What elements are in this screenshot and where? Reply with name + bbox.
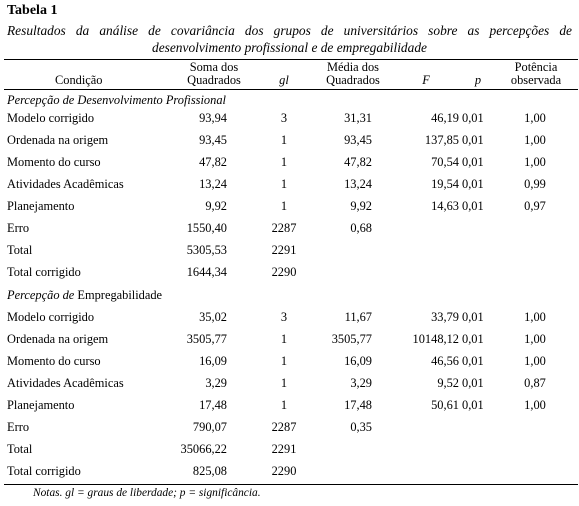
table-row xyxy=(0,354,579,376)
section-label-italic: Percepção de xyxy=(7,288,75,302)
cell-condicao: Modelo corrigido xyxy=(7,310,95,324)
cell-condicao: Ordenada na origem xyxy=(7,332,109,346)
cell-soma: 9,92 xyxy=(205,199,227,213)
cell-media: 0,35 xyxy=(350,420,372,434)
cell-potencia: 1,00 xyxy=(524,332,546,346)
cell-media: 11,67 xyxy=(344,310,372,324)
cell-p: 0,01 xyxy=(462,111,484,125)
cell-potencia: 1,00 xyxy=(524,354,546,368)
table-note: Notas. gl = graus de liberdade; p = significância. xyxy=(33,487,261,499)
table-row xyxy=(0,310,579,332)
cell-soma: 825,08 xyxy=(192,464,227,478)
top-rule xyxy=(4,59,578,60)
section-label-plain: Empregabilidade xyxy=(74,288,163,302)
cell-gl: 1 xyxy=(280,398,288,412)
cell-gl: 1 xyxy=(280,177,288,191)
cell-soma: 93,45 xyxy=(199,133,227,147)
cell-p: 0,01 xyxy=(462,398,484,412)
table-row xyxy=(0,155,579,177)
cell-soma: 1550,40 xyxy=(186,221,227,235)
header-soma-line1: Soma dos xyxy=(189,60,239,74)
cell-condicao: Planejamento xyxy=(7,398,75,412)
cell-media: 31,31 xyxy=(344,111,372,125)
cell-soma: 35,02 xyxy=(199,310,227,324)
cell-soma: 1644,34 xyxy=(186,265,227,279)
cell-gl: 3 xyxy=(280,310,288,324)
table-row xyxy=(0,221,579,243)
cell-media: 9,92 xyxy=(350,199,372,213)
cell-condicao: Total corrigido xyxy=(7,464,81,478)
table-row xyxy=(0,243,579,265)
cell-potencia: 1,00 xyxy=(524,133,546,147)
cell-soma: 790,07 xyxy=(192,420,227,434)
cell-potencia: 1,00 xyxy=(524,310,546,324)
cell-potencia: 0,99 xyxy=(524,177,546,191)
cell-media: 0,68 xyxy=(350,221,372,235)
cell-potencia: 1,00 xyxy=(524,398,546,412)
cell-condicao: Atividades Acadêmicas xyxy=(7,177,124,191)
header-media xyxy=(317,61,389,87)
table-title: Tabela 1 xyxy=(7,3,58,18)
header-potencia-line2: observada xyxy=(510,73,562,87)
header-soma-line2: Quadrados xyxy=(187,73,241,87)
cell-condicao: Erro xyxy=(7,221,30,235)
header-rule xyxy=(4,89,578,90)
cell-gl: 2290 xyxy=(271,265,297,279)
cell-p: 0,01 xyxy=(462,310,484,324)
cell-f: 70,54 xyxy=(431,155,459,169)
header-potencia-line1: Potência xyxy=(514,60,558,74)
table-row xyxy=(0,199,579,221)
cell-gl: 1 xyxy=(280,332,288,346)
cell-gl: 1 xyxy=(280,199,288,213)
cell-condicao: Momento do curso xyxy=(7,155,101,169)
cell-condicao: Modelo corrigido xyxy=(7,111,95,125)
cell-gl: 2287 xyxy=(271,221,297,235)
cell-p: 0,01 xyxy=(462,133,484,147)
table-row xyxy=(0,464,579,486)
cell-f: 33,79 xyxy=(431,310,459,324)
cell-gl: 1 xyxy=(280,155,288,169)
cell-condicao: Total xyxy=(7,442,33,456)
cell-gl: 3 xyxy=(280,111,288,125)
cell-soma: 35066,22 xyxy=(180,442,227,456)
header-condicao: Condição xyxy=(55,73,103,87)
cell-f: 137,85 xyxy=(424,133,459,147)
header-potencia xyxy=(500,61,572,87)
cell-p: 0,01 xyxy=(462,155,484,169)
cell-media: 16,09 xyxy=(344,354,372,368)
cell-p: 0,01 xyxy=(462,376,484,390)
cell-gl: 1 xyxy=(280,376,288,390)
cell-soma: 16,09 xyxy=(199,354,227,368)
header-gl: gl xyxy=(279,73,289,87)
table-row xyxy=(0,177,579,199)
cell-condicao: Total corrigido xyxy=(7,265,81,279)
cell-f: 9,52 xyxy=(437,376,459,390)
cell-f: 14,63 xyxy=(431,199,459,213)
cell-gl: 2291 xyxy=(271,243,297,257)
header-soma xyxy=(178,61,250,87)
cell-soma: 5305,53 xyxy=(186,243,227,257)
cell-gl: 2290 xyxy=(271,464,297,478)
cell-media: 93,45 xyxy=(344,133,372,147)
header-f: F xyxy=(422,73,430,87)
cell-condicao: Erro xyxy=(7,420,30,434)
cell-p: 0,01 xyxy=(462,332,484,346)
cell-media: 3505,77 xyxy=(331,332,372,346)
table-row xyxy=(0,420,579,442)
cell-gl: 2291 xyxy=(271,442,297,456)
header-media-line2: Quadrados xyxy=(326,73,380,87)
section-label xyxy=(7,288,162,303)
cell-f: 46,56 xyxy=(431,354,459,368)
cell-potencia: 0,87 xyxy=(524,376,546,390)
cell-condicao: Momento do curso xyxy=(7,354,101,368)
cell-soma: 47,82 xyxy=(199,155,227,169)
cell-soma: 13,24 xyxy=(199,177,227,191)
cell-potencia: 1,00 xyxy=(524,111,546,125)
table-row xyxy=(0,265,579,287)
cell-condicao: Atividades Acadêmicas xyxy=(7,376,124,390)
cell-p: 0,01 xyxy=(462,177,484,191)
cell-condicao: Total xyxy=(7,243,33,257)
cell-gl: 1 xyxy=(280,354,288,368)
cell-media: 47,82 xyxy=(344,155,372,169)
header-media-line1: Média dos xyxy=(327,60,379,74)
table-row xyxy=(0,111,579,133)
cell-potencia: 0,97 xyxy=(524,199,546,213)
cell-f: 10148,12 xyxy=(412,332,459,346)
cell-soma: 93,94 xyxy=(199,111,227,125)
cell-gl: 2287 xyxy=(271,420,297,434)
cell-gl: 1 xyxy=(280,133,288,147)
cell-f: 46,19 xyxy=(431,111,459,125)
cell-soma: 3505,77 xyxy=(186,332,227,346)
cell-potencia: 1,00 xyxy=(524,155,546,169)
cell-f: 19,54 xyxy=(431,177,459,191)
bottom-rule xyxy=(4,484,578,485)
cell-soma: 3,29 xyxy=(205,376,227,390)
table-row xyxy=(0,133,579,155)
section-label xyxy=(7,93,226,108)
cell-soma: 17,48 xyxy=(199,398,227,412)
cell-p: 0,01 xyxy=(462,199,484,213)
table-row xyxy=(0,442,579,464)
header-p: p xyxy=(474,73,482,87)
cell-condicao: Planejamento xyxy=(7,199,75,213)
cell-media: 17,48 xyxy=(344,398,372,412)
section-label-italic: Percepção de Desenvolvimento Profissional xyxy=(7,93,226,107)
cell-condicao: Ordenada na origem xyxy=(7,133,109,147)
table-subtitle: Resultados da análise de covariância dos grupos de universitários sobre as percepções de desenvolvimento profissional e de empregabilidade xyxy=(7,23,572,55)
cell-p: 0,01 xyxy=(462,354,484,368)
cell-media: 3,29 xyxy=(350,376,372,390)
table-row xyxy=(0,376,579,398)
cell-f: 50,61 xyxy=(431,398,459,412)
cell-media: 13,24 xyxy=(344,177,372,191)
table-row xyxy=(0,332,579,354)
table-row xyxy=(0,398,579,420)
